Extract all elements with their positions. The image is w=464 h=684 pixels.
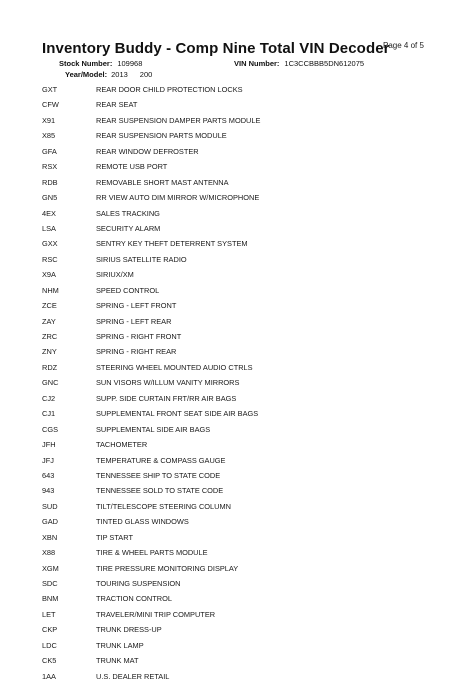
option-description: TRUNK LAMP [96,640,144,650]
option-code: 643 [42,470,55,480]
option-row [0,561,464,576]
option-row [0,638,464,653]
option-row [0,514,464,529]
option-description: TENNESSEE SHIP TO STATE CODE [96,470,221,480]
option-description: TRUNK MAT [96,656,139,666]
option-code: GXT [42,85,58,94]
option-description: SUN VISORS W/ILLUM VANITY MIRRORS [96,378,240,388]
option-code: GNC [42,378,59,388]
option-row [0,175,464,190]
option-description: REMOVABLE SHORT MAST ANTENNA [96,177,229,187]
option-description: TENNESSEE SOLD TO STATE CODE [96,486,224,496]
option-code: CJ1 [42,409,56,419]
option-description: TILT/TELESCOPE STEERING COLUMN [96,501,231,511]
option-description: SPRING - LEFT REAR [96,316,172,326]
option-code: CGS [42,424,59,434]
model-value: 200 [139,70,153,79]
option-row [0,499,464,514]
option-row [0,329,464,344]
option-code: BNM [42,594,59,604]
option-code: X9A [42,270,56,280]
option-code: GAD [42,517,59,527]
option-code: XGM [42,563,59,573]
option-description: TRAVELER/MINI TRIP COMPUTER [96,609,216,619]
option-code: X85 [42,131,56,141]
year-model-label: Year/Model: [65,70,108,79]
option-row [0,144,464,159]
option-code: 4EX [42,208,56,218]
stock-number [59,59,142,68]
option-code: SDC [42,579,58,588]
option-row [0,206,464,221]
option-description: SALES TRACKING [96,208,160,218]
option-row [0,113,464,128]
option-row [0,298,464,313]
option-row [0,221,464,236]
vin-number-value: 1C3CCBBB5DN612075 [284,59,365,68]
option-description: REAR SUSPENSION PARTS MODULE [96,131,227,141]
option-code: GFA [42,146,57,156]
option-row [0,314,464,329]
option-description: TEMPERATURE & COMPASS GAUGE [96,455,226,465]
option-description: TINTED GLASS WINDOWS [96,517,189,527]
option-row [0,97,464,112]
option-row [0,607,464,622]
option-code: RSX [42,162,58,172]
option-description: STEERING WHEEL MOUNTED AUDIO CTRLS [96,362,253,372]
vin-number [234,59,364,68]
option-description: TIRE & WHEEL PARTS MODULE [96,548,208,558]
option-code: CJ2 [42,393,56,403]
option-row [0,391,464,406]
option-code: GXX [42,239,58,249]
option-description: REAR SUSPENSION DAMPER PARTS MODULE [96,115,261,125]
option-row [0,128,464,143]
option-description: RR VIEW AUTO DIM MIRROR W/MICROPHONE [96,193,260,203]
option-description: TIP START [96,532,133,542]
year-value: 2013 [111,70,128,79]
option-row [0,576,464,591]
stock-number-label: Stock Number: [59,59,113,68]
option-row [0,653,464,668]
option-description: SECURITY ALARM [96,223,161,233]
option-description: SENTRY KEY THEFT DETERRENT SYSTEM [96,239,248,249]
option-row [0,375,464,390]
option-row [0,344,464,359]
option-row [0,190,464,205]
stock-number-value: 109968 [117,59,143,68]
option-row [0,453,464,468]
option-row [0,530,464,545]
option-description: SUPPLEMENTAL SIDE AIR BAGS [96,424,211,434]
option-code: RSC [42,254,58,264]
option-code: LDC [42,640,57,650]
option-code: NHM [42,285,59,295]
option-code: X88 [42,548,56,558]
option-row [0,360,464,375]
option-code: 943 [42,486,55,496]
option-description: TIRE PRESSURE MONITORING DISPLAY [96,563,239,573]
option-description: SPRING - LEFT FRONT [96,301,177,311]
option-code: CKP [42,625,58,635]
option-code: ZCE [42,301,57,311]
option-code: XBN [42,532,58,542]
option-description: SIRIUS SATELLITE RADIO [96,254,187,264]
option-code: 1AA [42,671,56,681]
option-code-list [0,82,464,684]
option-code: ZNY [42,347,57,357]
option-description: REMOTE USB PORT [96,162,168,172]
option-description: SPRING - RIGHT REAR [96,347,177,357]
option-code: LSA [42,223,56,233]
option-code: LET [42,609,56,619]
option-code: CFW [42,100,59,110]
option-code: JFJ [42,455,54,465]
option-code: SUD [42,501,58,511]
option-row [0,252,464,267]
option-row [0,82,464,97]
option-row [0,422,464,437]
option-description: SPRING - RIGHT FRONT [96,332,182,341]
option-description: U.S. DEALER RETAIL [96,671,170,681]
option-row [0,159,464,174]
option-code: GN5 [42,193,58,203]
option-code: ZAY [42,316,56,326]
option-code: JFH [42,440,56,450]
option-description: TOURING SUSPENSION [96,579,181,588]
option-row [0,591,464,606]
document-title: Inventory Buddy - Comp Nine Total VIN Decoder [42,40,390,57]
option-description: TACHOMETER [96,440,148,450]
option-description: TRACTION CONTROL [96,594,172,604]
option-row [0,669,464,684]
option-row [0,483,464,498]
option-row [0,267,464,282]
option-description: TRUNK DRESS-UP [96,625,162,635]
page-number: Page 4 of 5 [383,41,424,50]
option-code: RDB [42,177,58,187]
option-description: SPEED CONTROL [96,285,160,295]
option-code: CK5 [42,656,57,666]
option-description: SIRIUX/XM [96,270,134,280]
year-model [65,70,152,79]
option-row [0,236,464,251]
option-description: SUPPLEMENTAL FRONT SEAT SIDE AIR BAGS [96,409,259,419]
option-description: REAR WINDOW DEFROSTER [96,146,199,156]
option-description: REAR DOOR CHILD PROTECTION LOCKS [96,85,243,94]
option-row [0,283,464,298]
option-description: SUPP. SIDE CURTAIN FRT/RR AIR BAGS [96,393,237,403]
vin-number-label: VIN Number: [234,59,280,68]
option-description: REAR SEAT [96,100,138,110]
option-row [0,622,464,637]
option-row [0,406,464,421]
option-row [0,468,464,483]
option-code: ZRC [42,332,58,341]
option-code: RDZ [42,362,58,372]
option-row [0,437,464,452]
option-row [0,545,464,560]
option-code: X91 [42,115,56,125]
